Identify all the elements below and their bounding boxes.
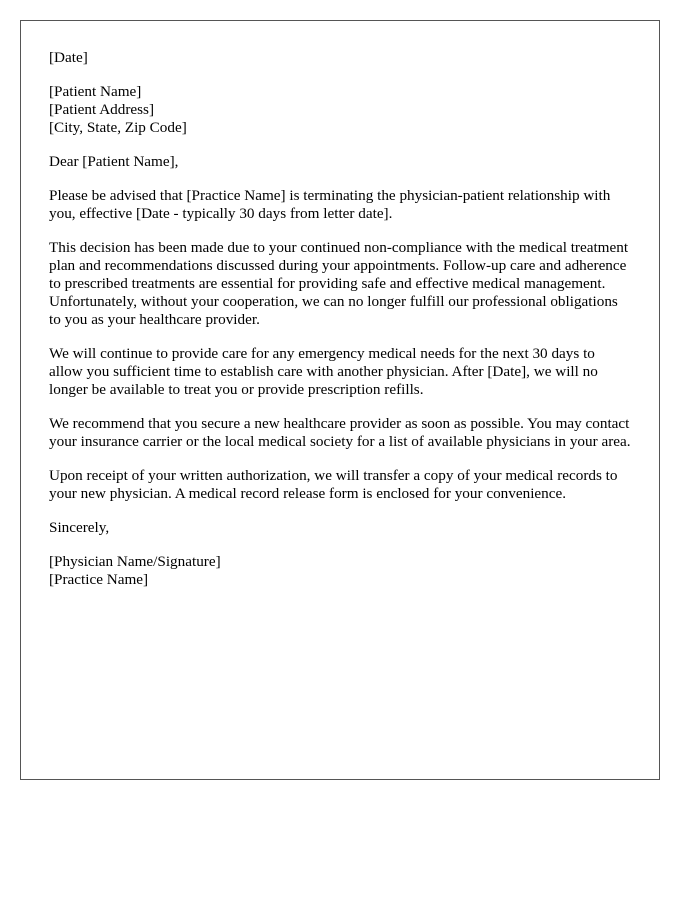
- body-paragraph-termination-notice: Please be advised that [Practice Name] is terminating the physician-patient relationship with you, effective [Date - typically 30 days from letter date].: [49, 187, 611, 222]
- signature-practice: [Practice Name]: [49, 571, 149, 588]
- recipient-city-state-zip: [City, State, Zip Code]: [49, 119, 187, 136]
- recipient-block: [49, 83, 631, 137]
- body-paragraph-new-provider: We recommend that you secure a new healthcare provider as soon as possible. You may contact your insurance carrier or the local medical society for a list of available physicians in your area.: [49, 415, 631, 450]
- closing: Sincerely,: [49, 519, 110, 536]
- signature-name: [Physician Name/Signature]: [49, 553, 221, 570]
- body-paragraph-records-transfer: Upon receipt of your written authorization, we will transfer a copy of your medical records to your new physician. A medical record release form is enclosed for your convenience.: [49, 467, 618, 502]
- letter-date: [Date]: [49, 49, 88, 66]
- body-paragraph-emergency-care: We will continue to provide care for any emergency medical needs for the next 30 days to allow you sufficient time to establish care with another physician. After [Date], we will no longer be available to treat you or provide prescription refills.: [49, 345, 598, 398]
- signature-block: [49, 553, 631, 589]
- salutation: Dear [Patient Name],: [49, 153, 179, 170]
- recipient-address: [Patient Address]: [49, 101, 155, 118]
- body-paragraph-reason: This decision has been made due to your continued non-compliance with the medical treatment plan and recommendations discussed during your appointments. Follow-up care and adherence to prescribed treatments are essential for providing safe and effective medical management. Unfortunately, without your cooperation, we can no longer fulfill our professional obligations to you as your healthcare provider.: [49, 239, 629, 328]
- letter-page: [20, 20, 660, 780]
- recipient-name: [Patient Name]: [49, 83, 142, 100]
